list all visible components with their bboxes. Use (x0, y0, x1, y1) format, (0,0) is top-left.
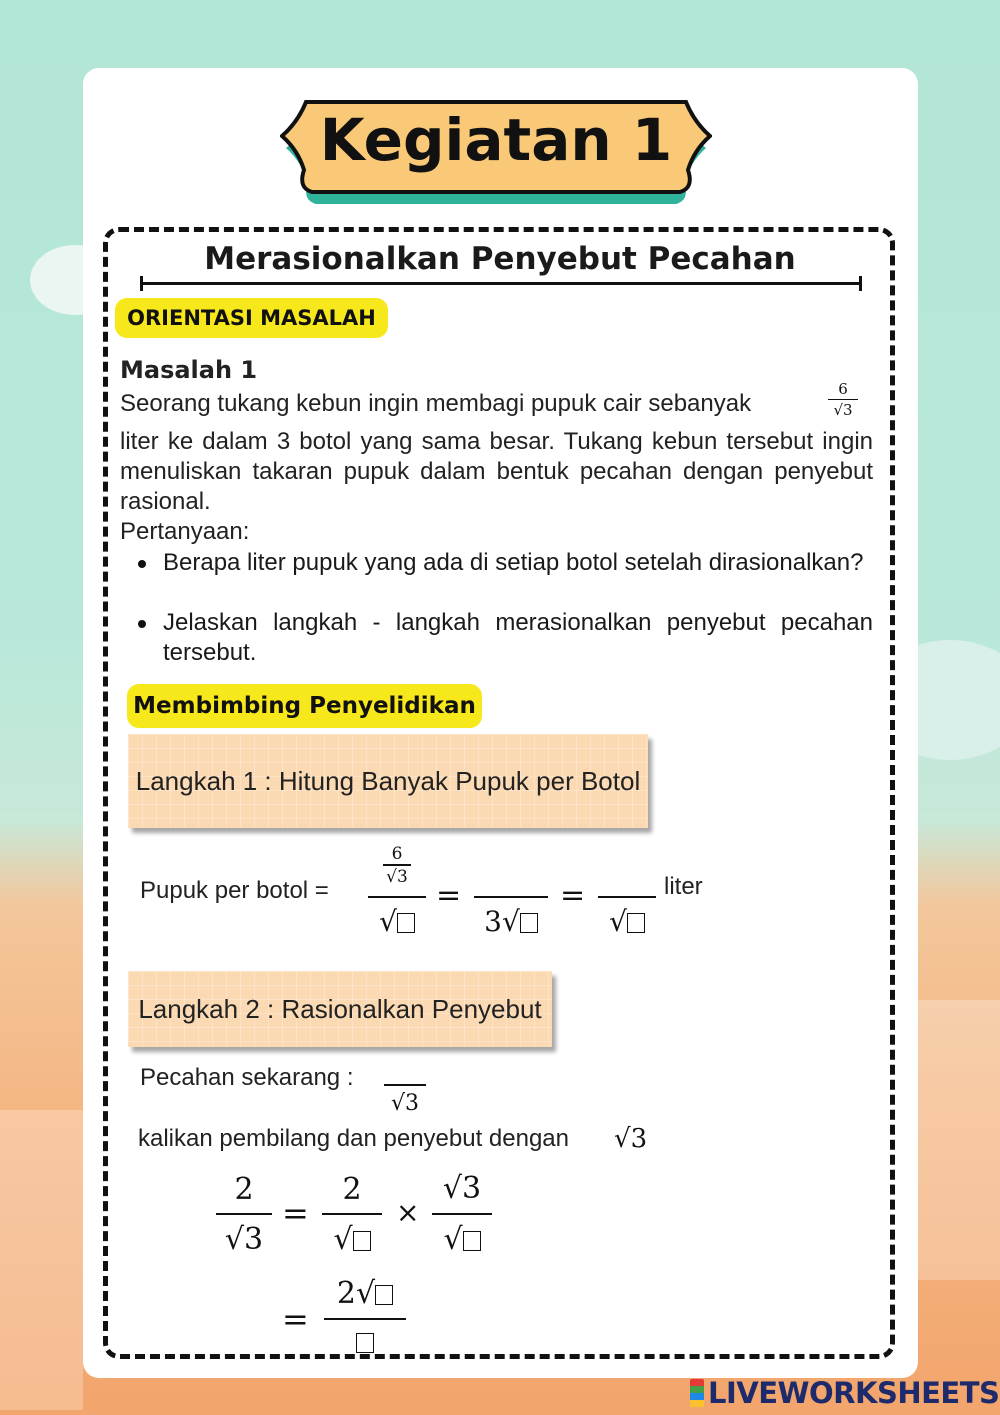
question-text: Berapa liter pupuk yang ada di setiap botol setelah dirasionalkan? (163, 549, 864, 576)
equals-sign: = (282, 1300, 309, 1338)
answer-box[interactable] (520, 913, 538, 933)
current-frac-den: √3 (390, 1091, 419, 1116)
coef-2: 2 (336, 1276, 356, 1311)
result-line (324, 1318, 406, 1320)
problem-fraction (826, 380, 860, 419)
problem-paragraph: liter ke dalam 3 botol yang sama besar. Tukang kebun tersebut ingin menuliskan takaran pupuk dalam bentuk pecahan dengan penyebut rasional. (120, 428, 873, 515)
answer-box[interactable] (356, 1333, 374, 1353)
multiply-by: √3 (614, 1124, 648, 1154)
orientation-tag: ORIENTASI MASALAH (115, 298, 388, 338)
unit-label: liter (664, 873, 703, 900)
fraction-denominator: √3 (833, 401, 853, 419)
rule-cap-right (859, 276, 862, 291)
eq-frac1-num: 2 (234, 1172, 254, 1207)
eq-frac2-num: 2 (342, 1172, 362, 1207)
answer-box[interactable] (375, 1285, 393, 1305)
times-sign: × (396, 1196, 420, 1229)
step2-multiply-label: kalikan pembilang dan penyebut dengan (138, 1125, 570, 1152)
answer-box[interactable] (397, 913, 415, 933)
result-den (324, 1324, 406, 1360)
bullet-icon (138, 620, 146, 628)
watermark-logo (690, 1376, 999, 1410)
result-num: 2√ (324, 1274, 406, 1314)
question-item (138, 608, 873, 668)
page-title: Kegiatan 1 (319, 106, 673, 174)
equals-sign: = (560, 878, 586, 913)
problem-line1: Seorang tukang kebun ingin membagi pupuk cair sebanyak (120, 390, 752, 417)
eq-frac3-line (432, 1213, 492, 1215)
subtitle-rule (140, 282, 862, 285)
title-banner (280, 96, 712, 208)
background-tile (0, 1110, 83, 1410)
eq-frac2-den: √ (322, 1220, 382, 1260)
logo-icon (690, 1379, 704, 1407)
step1-frac1-den: √ (368, 904, 426, 940)
equals-sign: = (282, 1194, 309, 1232)
watermark-text: LIVEWORKSHEETS (708, 1376, 1000, 1410)
step1-box: Langkah 1 : Hitung Banyak Pupuk per Botol (128, 734, 648, 828)
current-frac-line (384, 1084, 426, 1086)
step2-box: Langkah 2 : Rasionalkan Penyebut (128, 971, 552, 1047)
answer-box[interactable] (353, 1231, 371, 1251)
fraction-numerator: 6 (838, 380, 848, 398)
bullet-icon (138, 560, 146, 568)
section-subtitle: Merasionalkan Penyebut Pecahan (204, 241, 796, 277)
step1-frac3-line (598, 896, 656, 898)
coef-3: 3 (484, 905, 502, 938)
step2-current-label: Pecahan sekarang : (140, 1064, 354, 1091)
step1-frac2-line (474, 896, 548, 898)
nested-num-6: 6 (391, 844, 403, 864)
question-label: Pertanyaan: (120, 518, 250, 545)
eq-frac1-line (216, 1213, 272, 1215)
guidance-tag: Membimbing Penyelidikan (127, 684, 482, 728)
eq-frac3-num: √3 (442, 1171, 482, 1206)
problem-heading: Masalah 1 (120, 356, 258, 384)
step1-frac1-line (368, 896, 426, 898)
question-item (138, 548, 873, 578)
eq-frac2-line (322, 1213, 382, 1215)
step1-frac2-den: 3√ (474, 904, 548, 940)
rule-cap-left (140, 276, 143, 291)
answer-box[interactable] (627, 913, 645, 933)
step1-equation-label: Pupuk per botol = (140, 877, 329, 904)
eq-frac3-den: √ (432, 1220, 492, 1260)
equals-sign: = (436, 878, 462, 913)
nested-den-sqrt3: √3 (386, 866, 408, 887)
step1-nested-numerator (380, 844, 414, 888)
question-text: Jelaskan langkah - langkah merasionalkan penyebut pecahan tersebut. (163, 609, 873, 666)
answer-box[interactable] (463, 1231, 481, 1251)
step1-frac3-den: √ (598, 904, 656, 940)
background-tile (918, 1000, 1000, 1280)
eq-frac1-den: √3 (224, 1222, 264, 1257)
